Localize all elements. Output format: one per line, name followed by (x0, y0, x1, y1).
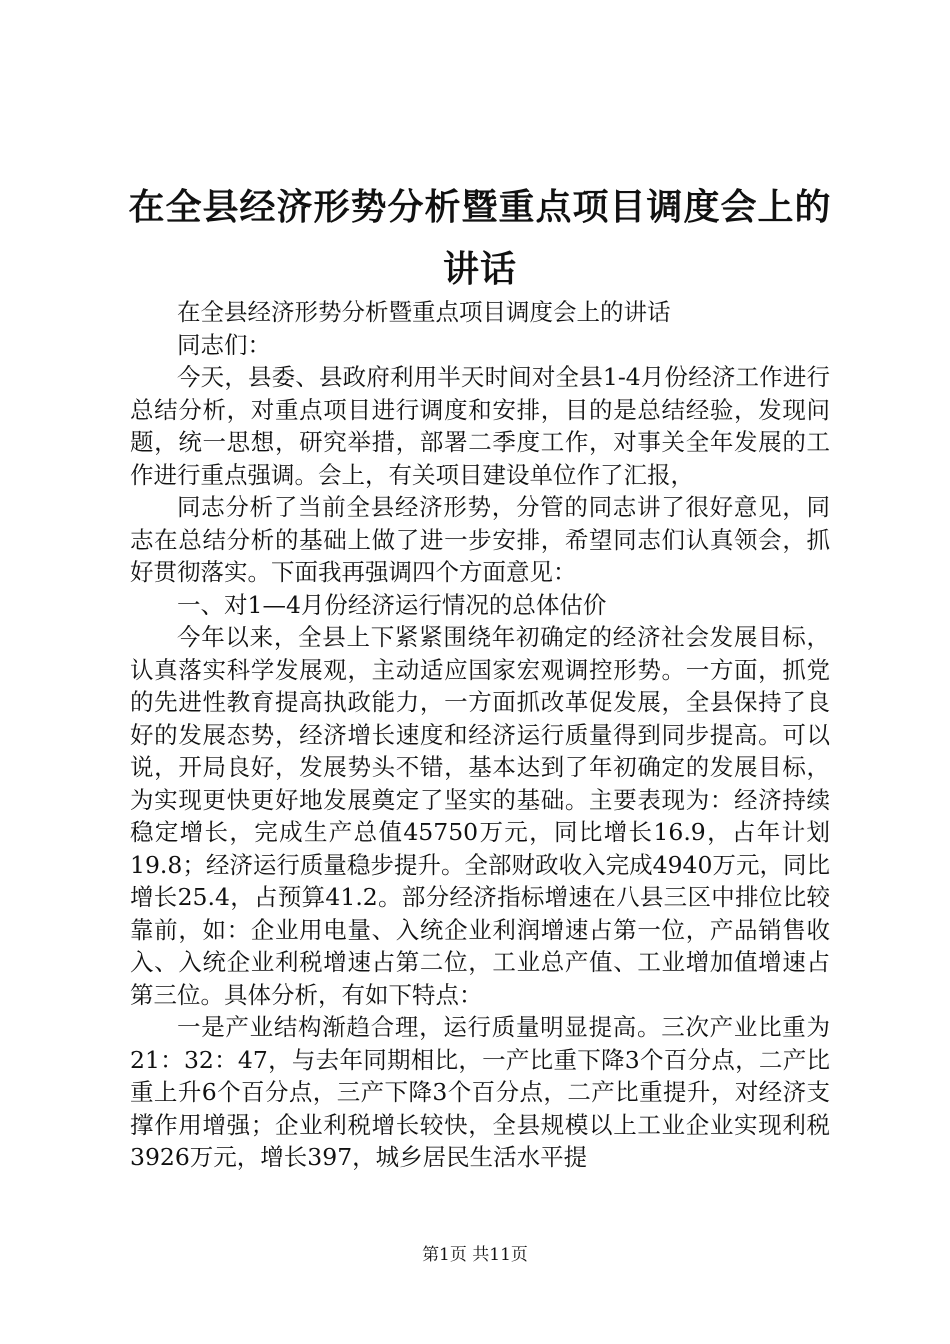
page-footer: 第1页 共11页 (422, 1245, 528, 1265)
document-body (130, 296, 830, 1174)
salutation: 同志们： (177, 330, 271, 359)
body-paragraph: 同志分析了当前全县经济形势，分管的同志讲了很好意见，同志在总结分析的基础上做了进一步安排，希望同志们认真领会，抓好贯彻落实。下面我再强调四个方面意见： (130, 493, 830, 586)
body-paragraph: 今天，县委、县政府利用半天时间对全县1-4月份经济工作进行总结分析，对重点项目进行调度和安排，目的是总结经验，发现问题，统一思想，研究举措，部署二季度工作，对事关全年发展的工作进行重点强调。会上，有关项目建设单位作了汇报， (130, 363, 830, 489)
document-title: 在全县经济形势分析暨重点项目调度会上的讲话 (128, 186, 832, 290)
section-heading: 一、对1—4月份经济运行情况的总体估价 (177, 590, 607, 619)
body-paragraph: 一是产业结构渐趋合理，运行质量明显提高。三次产业比重为21：32：47，与去年同期相比，一产比重下降3个百分点，二产比重上升6个百分点，三产下降3个百分点，二产比重提升，对经济支撑作用增强；企业利税增长较快，全县规模以上工业企业实现利税3926万元，增长397，城乡居民生活水平提 (130, 1013, 830, 1171)
body-paragraph: 今年以来，全县上下紧紧围绕年初确定的经济社会发展目标，认真落实科学发展观，主动适应国家宏观调控形势。一方面，抓党的先进性教育提高执政能力，一方面抓改革促发展，全县保持了良好的发展态势，经济增长速度和经济运行质量得到同步提高。可以说，开局良好，发展势头不错，基本达到了年初确定的发展目标，为实现更快更好地发展奠定了坚实的基础。主要表现为：经济持续稳定增长，完成生产总值45750万元，同比增长16.9，占年计划19.8；经济运行质量稳步提升。全部财政收入完成4940万元，同比增长25.4，占预算41.2。部分经济指标增速在八县三区中排位比较靠前，如：企业用电量、入统企业利润增速占第一位，产品销售收入、入统企业利税增速占第二位，工业总产值、工业增加值增速占第三位。具体分析，有如下特点： (130, 623, 830, 1009)
body-paragraph-heading-repeat: 在全县经济形势分析暨重点项目调度会上的讲话 (177, 298, 671, 326)
